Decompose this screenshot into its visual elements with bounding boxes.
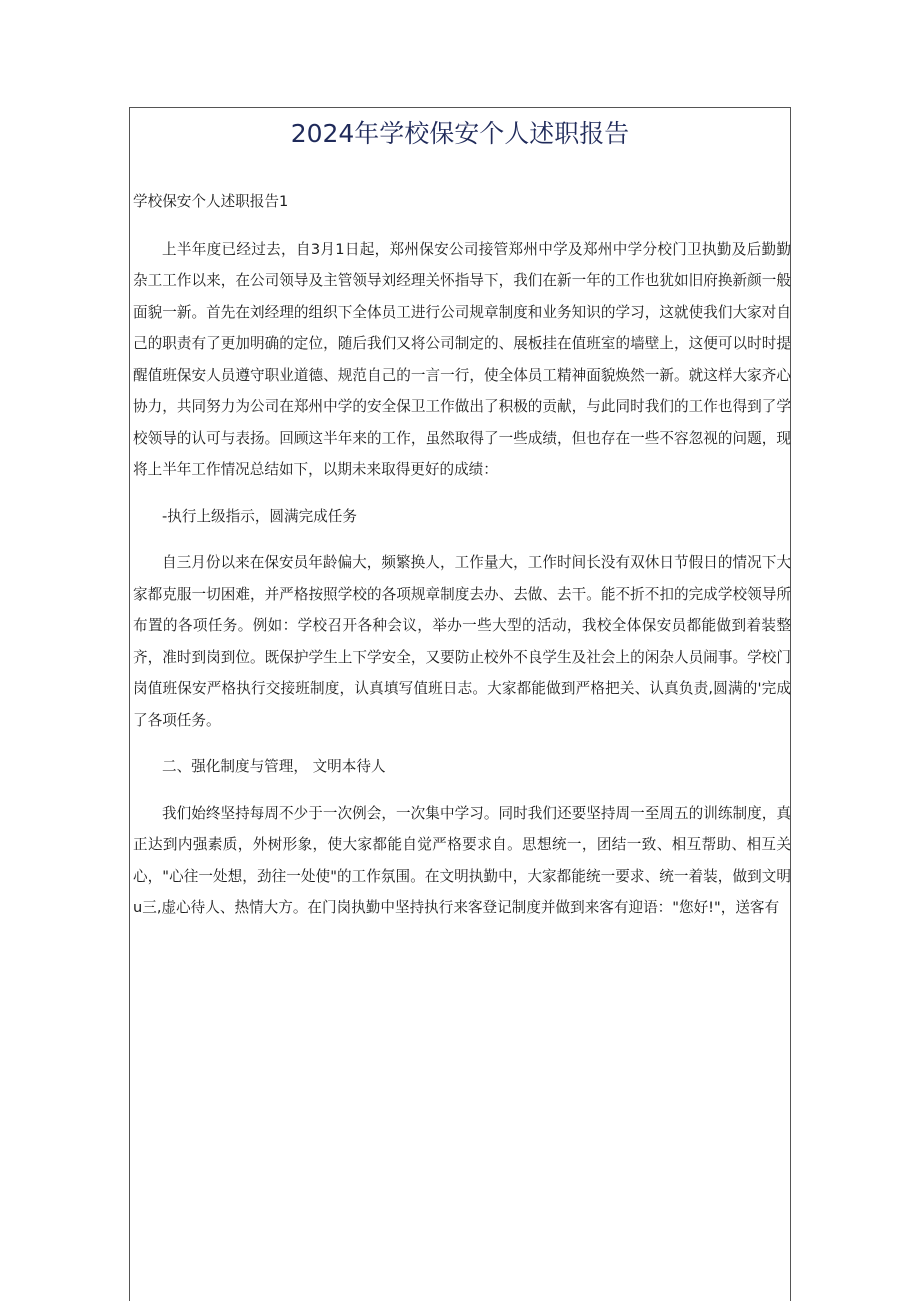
paragraph-section-1: 自三月份以来在保安员年龄偏大，频繁换人，工作量大，工作时间长没有双休日节假日的情况下大家都克服一切困难，并严格按照学校的各项规章制度去办、去做、去干。能不折不扣的完成学校领导所布置的各项任务。例如：学校召开各种会议，举办一些大型的活动，我校全体保安员都能做到着装整齐，准时到岗到位。既保护学生上下学安全，又要防止校外不良学生及社会上的闲杂人员闹事。学校门岗值班保安严格执行交接班制度，认真填写值班日志。大家都能做到严格把关、认真负责,圆满的'完成了各项任务。: [133, 554, 791, 729]
section-heading-2: 二、强化制度与管理， 文明本待人: [162, 758, 386, 775]
paragraph-intro: 上半年度已经过去，自3月1日起，郑州保安公司接管郑州中学及郑州中学分校门卫执勤及后勤勤杂工工作以来，在公司领导及主管领导刘经理关怀指导下，我们在新一年的工作也犹如旧府换新颜一般面貌一新。首先在刘经理的组织下全体员工进行公司规章制度和业务知识的学习，这就使我们大家对自己的职责有了更加明确的定位，随后我们又将公司制定的、展板挂在值班室的墙壁上，这便可以时时提醒值班保安人员遵守职业道德、规范自己的一言一行，使全体员工精神面貌焕然一新。就这样大家齐心协力，共同努力为公司在郑州中学的安全保卫工作做出了积极的贡献，与此同时我们的工作也得到了学校领导的认可与表扬。回顾这半年来的工作，虽然取得了一些成绩，但也存在一些不容忽视的问题，现将上半年工作情况总结如下，以期未来取得更好的成绩：: [133, 240, 791, 478]
document-title: 2024年学校保安个人述职报告: [290, 119, 630, 148]
document-body: [133, 186, 791, 939]
document-subtitle: 学校保安个人述职报告1: [133, 193, 289, 210]
paragraph-section-2: 我们始终坚持每周不少于一次例会，一次集中学习。同时我们还要坚持周一至周五的训练制度，真正达到内强素质，外树形象，使大家都能自觉严格要求自。思想统一，团结一致、相互帮助、相互关心，"心往一处想，劲往一处使"的工作氛围。在文明执勤中，大家都能统一要求、统一着装，做到文明u三,虚心待人、热情大方。在门岗执勤中坚持执行来客登记制度并做到来客有迎语："您好!"，送客有: [133, 804, 791, 916]
section-heading-1: -执行上级指示，圆满完成任务: [162, 507, 357, 525]
